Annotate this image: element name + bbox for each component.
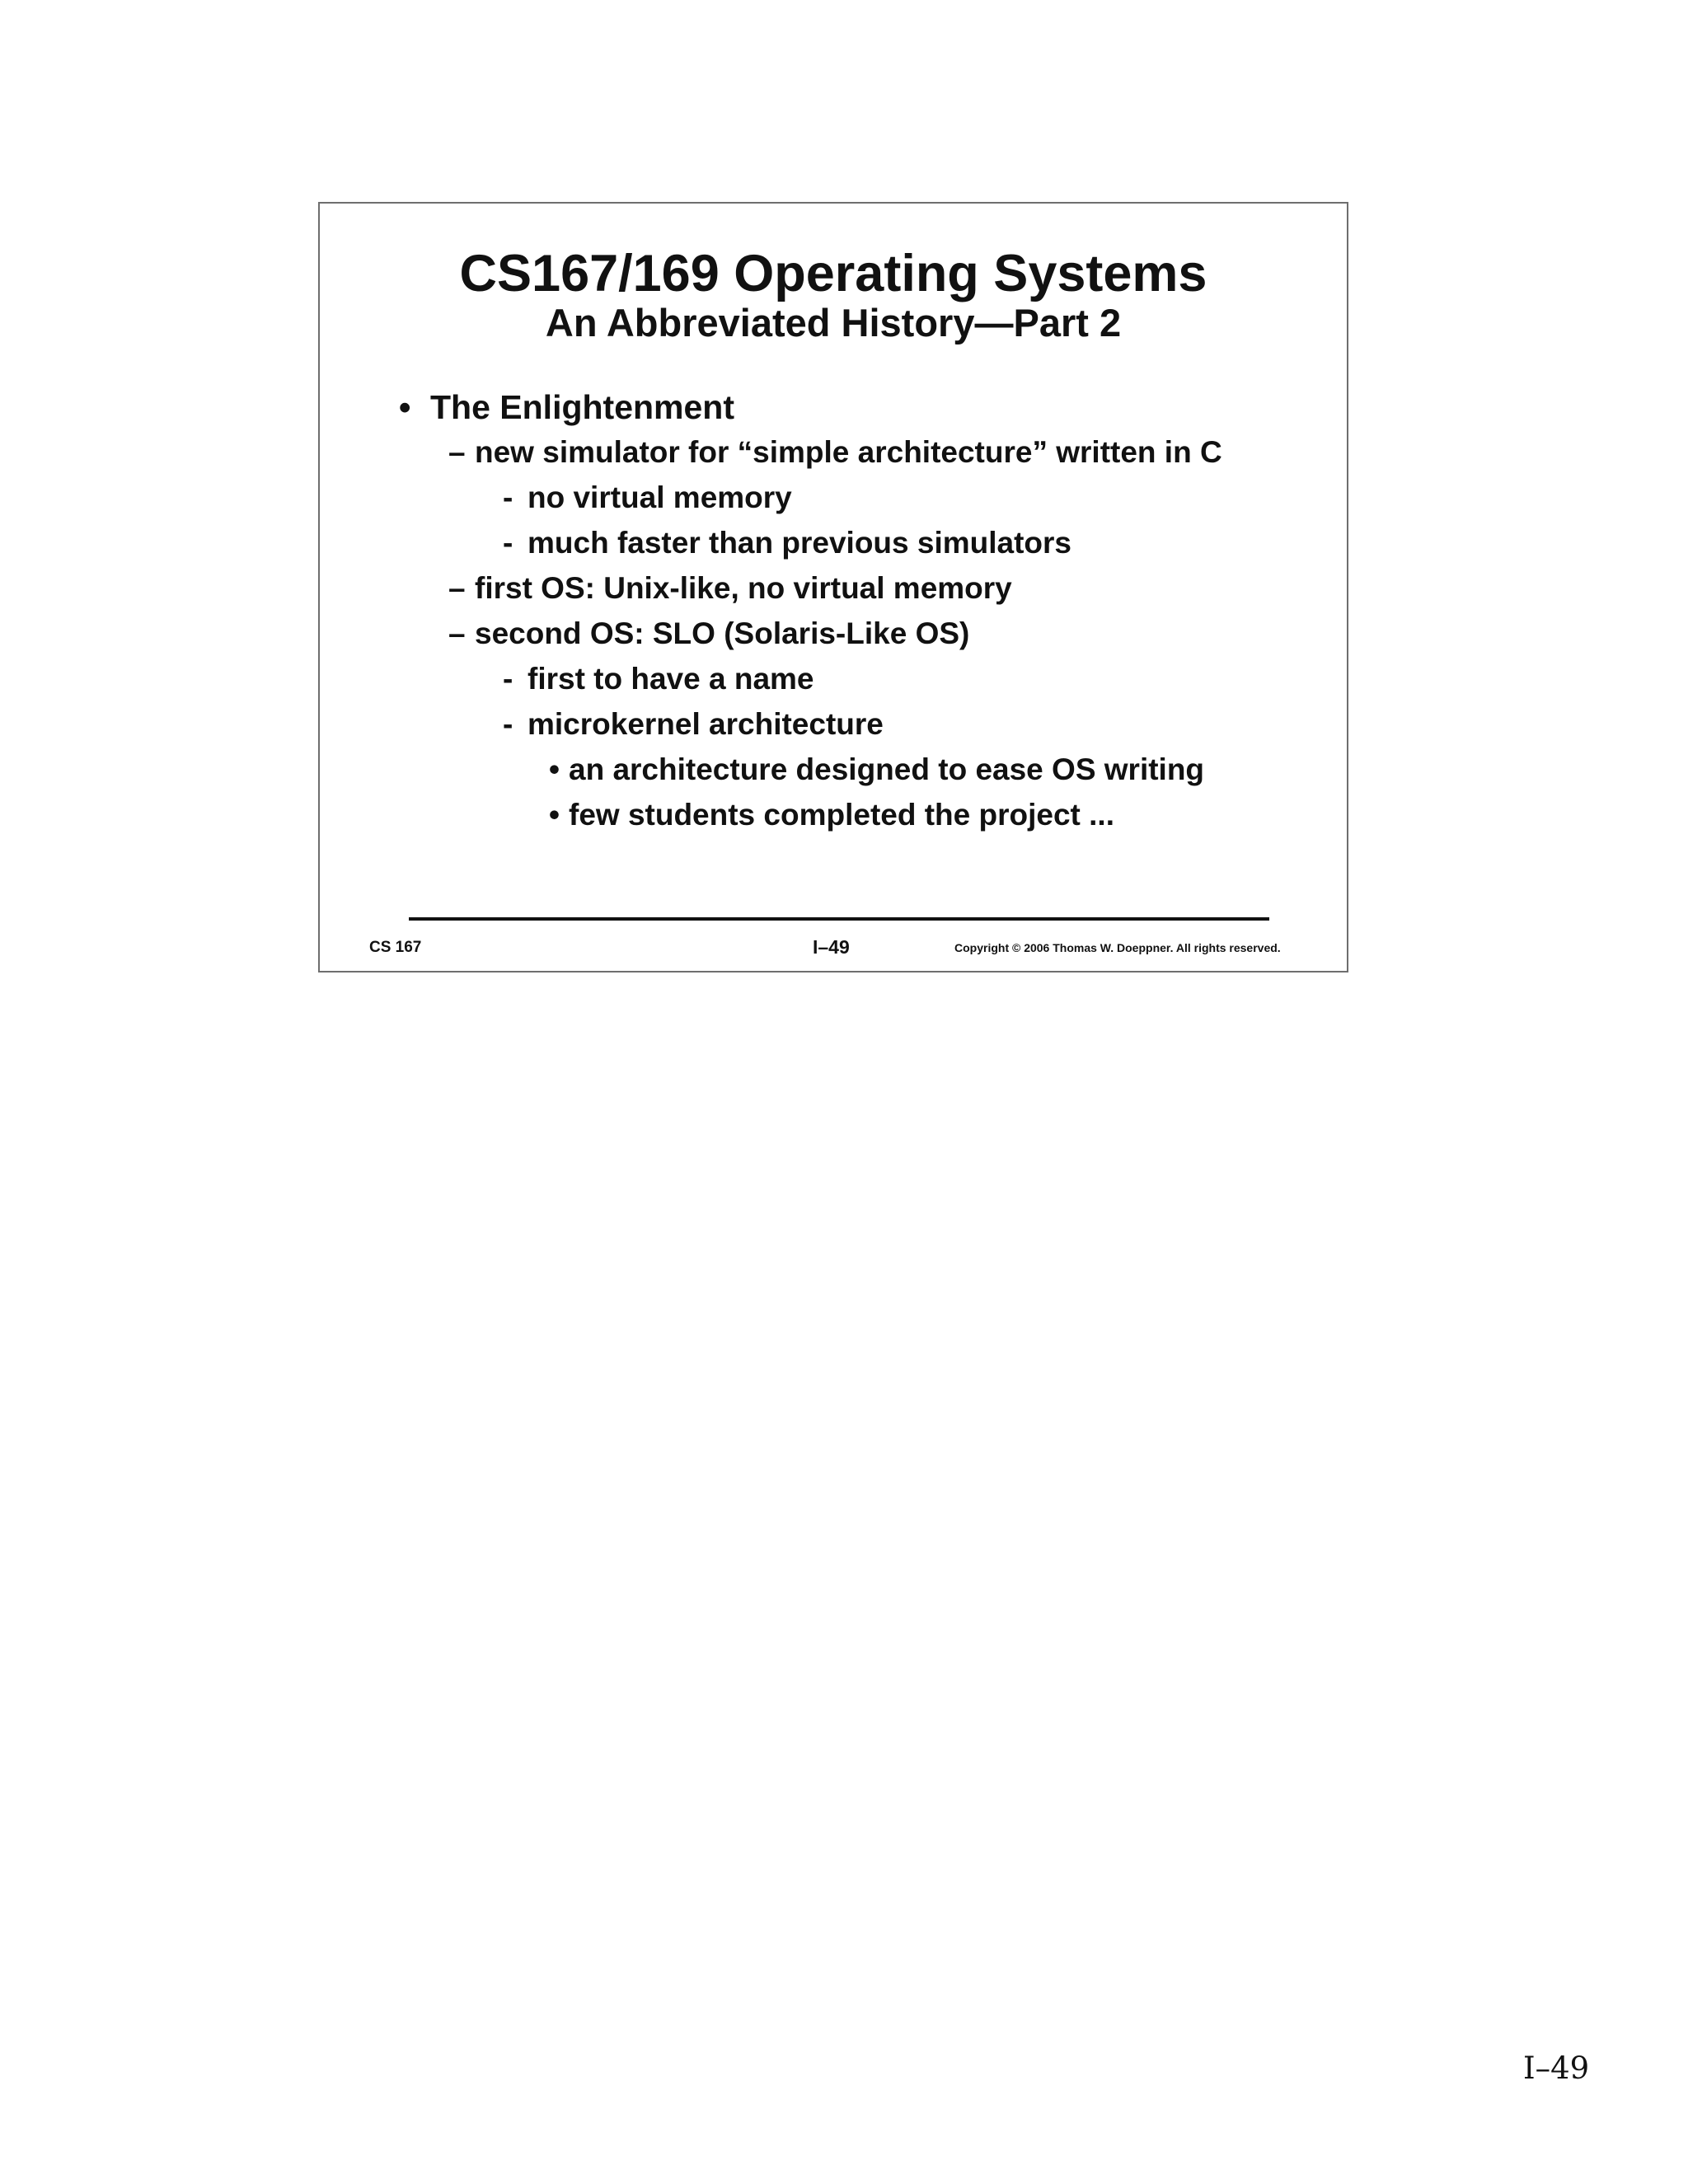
page-number: I–49 <box>1523 2050 1590 2086</box>
bullet-text: much faster than previous simulators <box>528 526 1072 560</box>
bullet-text: no virtual memory <box>528 480 792 514</box>
bullet-item <box>448 569 1012 607</box>
bullet-item <box>399 387 734 428</box>
slide-title: CS167/169 Operating Systems <box>459 245 1207 302</box>
footer-copyright: Copyright © 2006 Thomas W. Doeppner. All rights reserved. <box>954 941 1281 954</box>
footer-divider <box>409 917 1269 921</box>
bullet-marker: - <box>503 707 513 741</box>
bullet-item <box>503 660 814 698</box>
bullet-text: first OS: Unix-like, no virtual memory <box>475 571 1012 605</box>
bullet-text: microkernel architecture <box>528 707 884 741</box>
bullet-item <box>503 705 884 743</box>
bullet-marker: - <box>503 526 513 560</box>
bullet-marker: • <box>399 388 411 426</box>
bullet-marker: – <box>448 616 466 650</box>
bullet-item <box>503 524 1071 562</box>
bullet-text: The Enlightenment <box>430 388 734 426</box>
bullet-marker: - <box>503 480 513 514</box>
bullet-item <box>503 479 792 517</box>
bullet-text: new simulator for “simple architecture” written in C <box>475 435 1222 469</box>
bullet-list <box>320 204 1347 971</box>
slide <box>318 202 1348 972</box>
bullet-item <box>448 434 1222 471</box>
footer-slide-number: I–49 <box>813 936 850 958</box>
bullet-marker: – <box>448 571 466 605</box>
bullet-marker: • <box>549 798 560 832</box>
bullet-text: an architecture designed to ease OS writing <box>569 752 1205 786</box>
bullet-marker: • <box>549 752 560 786</box>
footer-course: CS 167 <box>369 939 422 956</box>
bullet-item <box>549 796 1114 834</box>
bullet-marker: - <box>503 662 513 696</box>
bullet-text: first to have a name <box>528 662 814 696</box>
bullet-marker: – <box>448 435 466 469</box>
bullet-item <box>448 615 969 653</box>
bullet-text: second OS: SLO (Solaris-Like OS) <box>475 616 970 650</box>
bullet-item <box>549 751 1204 789</box>
slide-subtitle: An Abbreviated History—Part 2 <box>545 301 1122 344</box>
bullet-text: few students completed the project ... <box>569 798 1114 832</box>
